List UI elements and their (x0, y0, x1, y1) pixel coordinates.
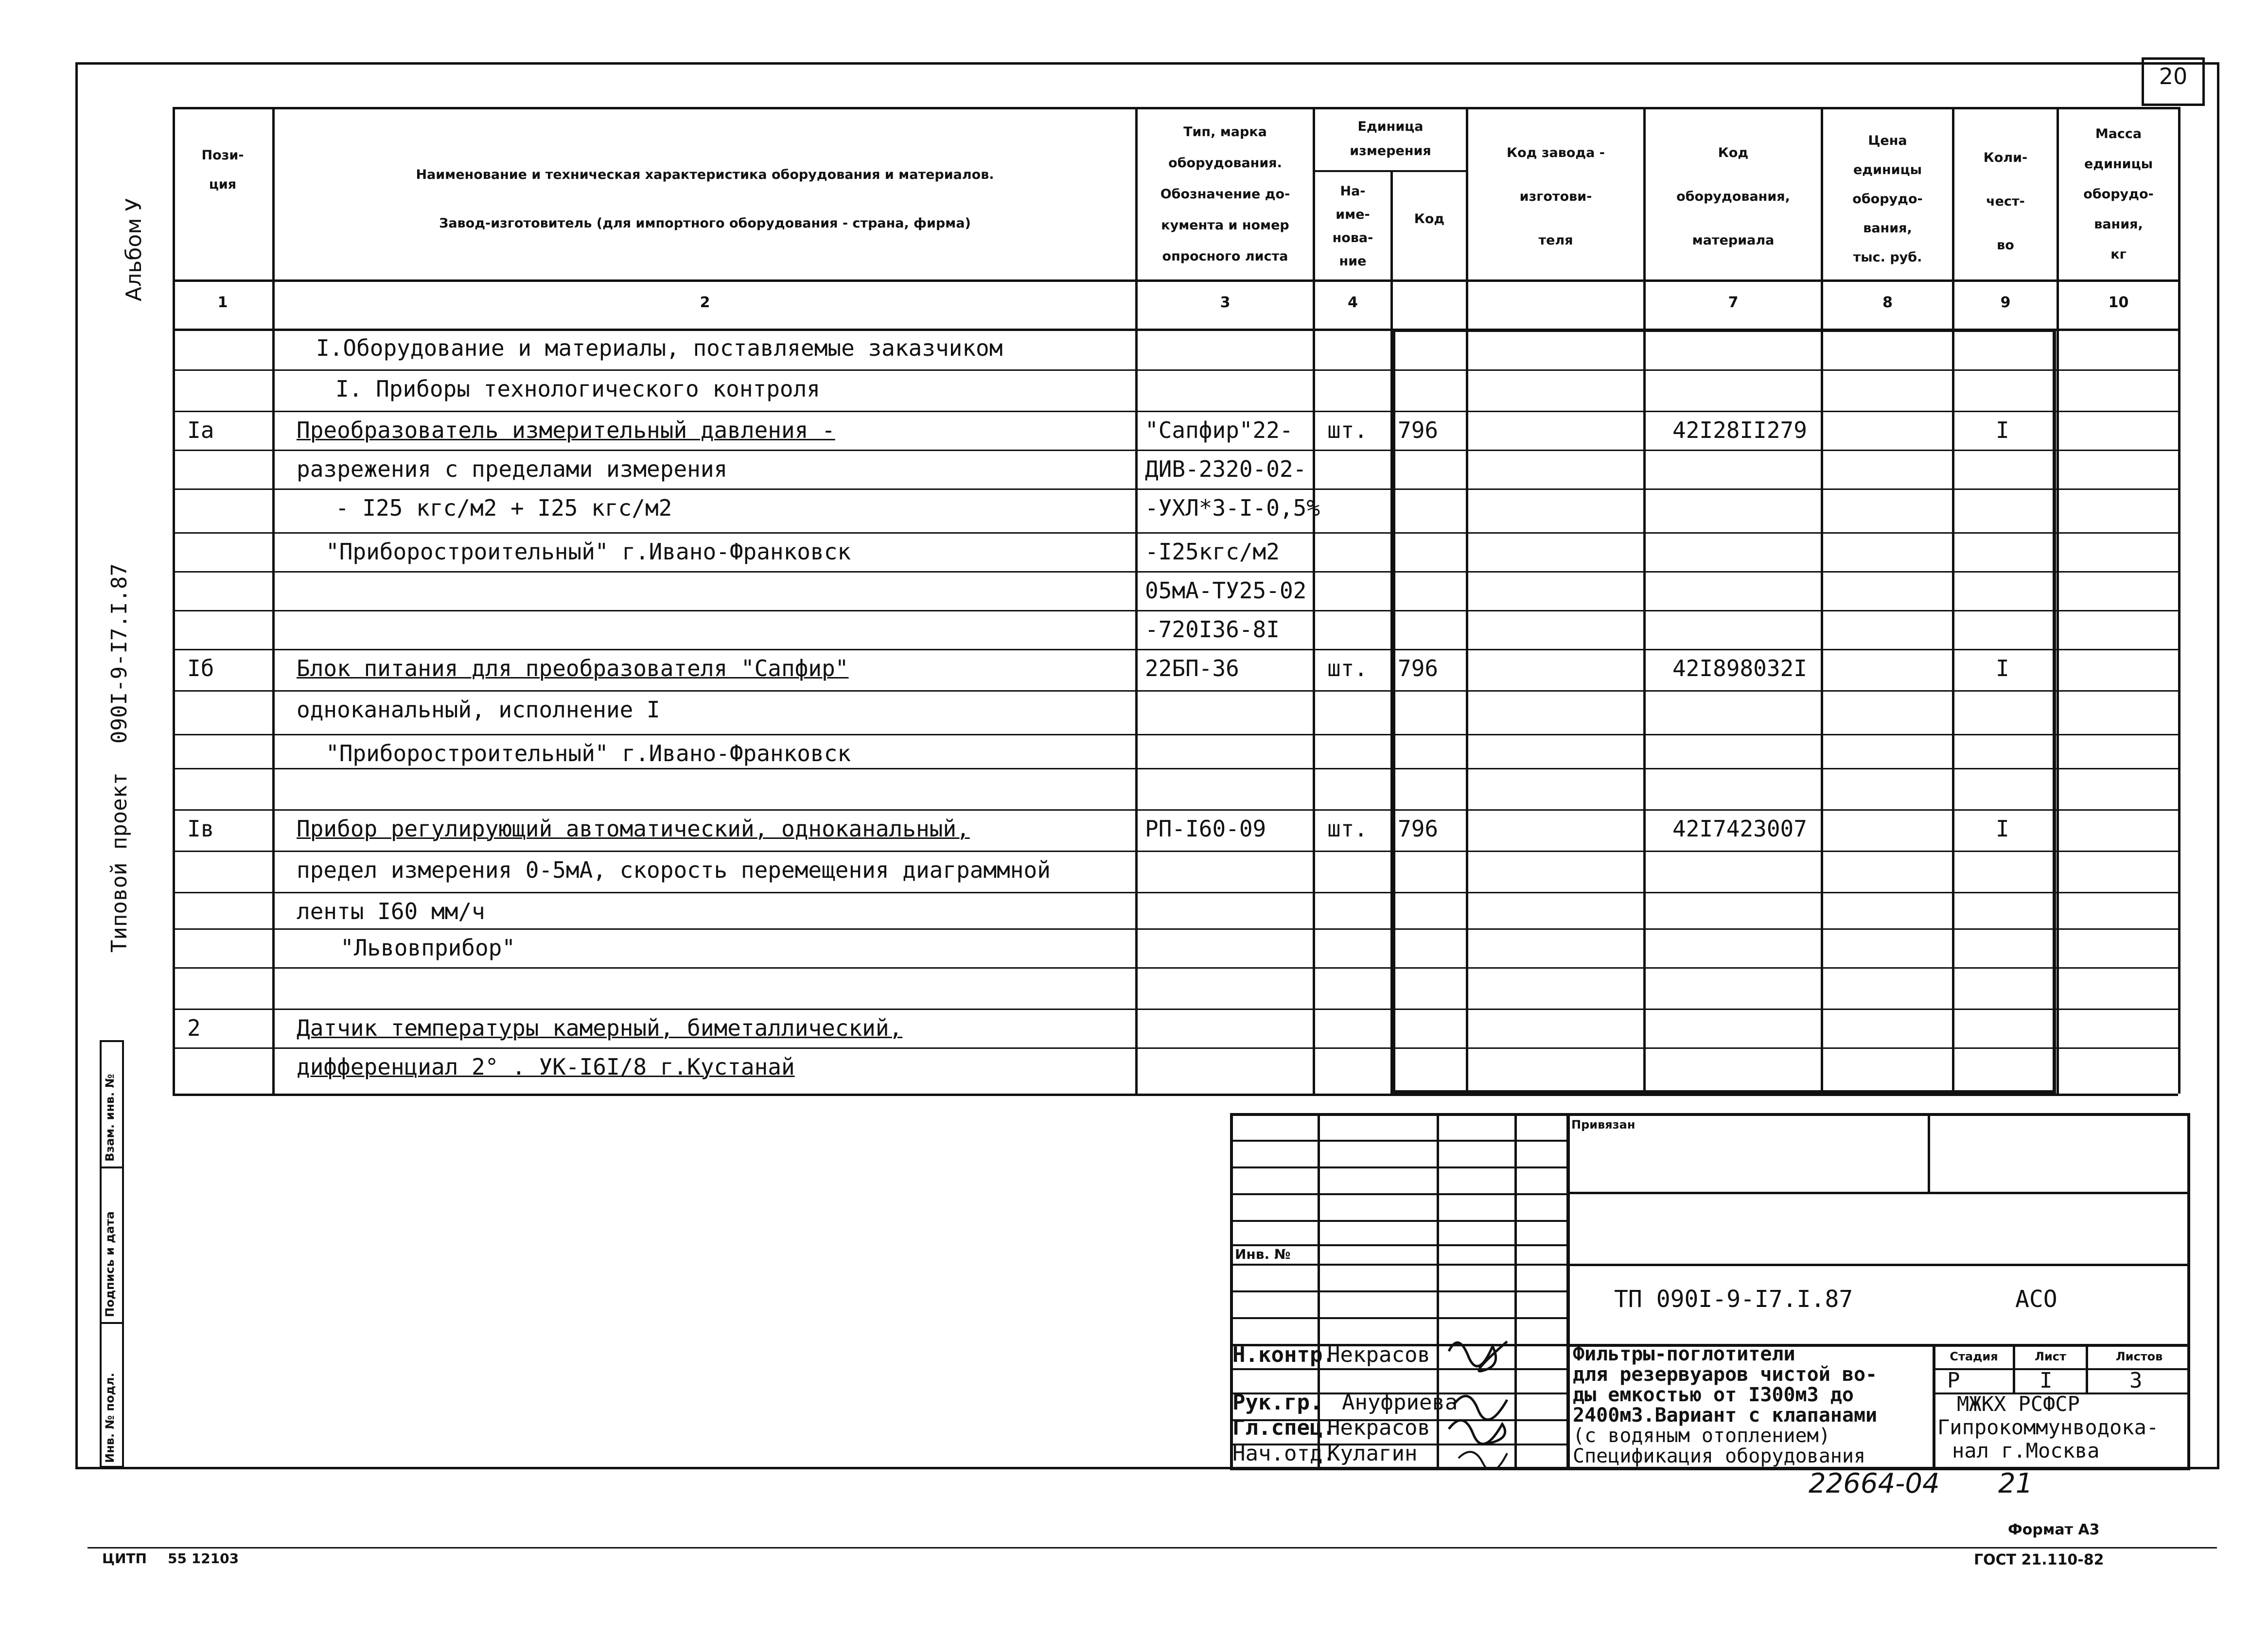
role-n-kontr: Н.контр. (1232, 1342, 1336, 1367)
cell-name: ленты I60 мм/ч (297, 898, 485, 924)
header-mass: Масса единицы оборудо- вания, кг (2083, 126, 2154, 262)
cell-type: ДИВ-2320-02- (1145, 456, 1307, 482)
grid-line (1230, 1290, 1566, 1292)
cell-unit: шт. (1327, 655, 1368, 681)
row-line (173, 1009, 2178, 1010)
colnum-bottom-line (173, 329, 2178, 331)
row-line (173, 411, 2178, 412)
side-stamp-divider (100, 1322, 124, 1324)
footer-cintp: ЦИТП (102, 1550, 147, 1566)
row-line (173, 649, 2178, 650)
header-unit-name: На- име- нова- ние (1332, 184, 1373, 269)
header-position: Пози- ция (201, 148, 244, 192)
col-line (2178, 107, 2180, 1094)
cell-equipment-code: 42I898032I (1672, 655, 1807, 681)
colnum-9: 9 (2000, 294, 2011, 311)
row-line (173, 571, 2178, 573)
grid-line (1230, 1317, 1566, 1319)
table-bottom-line (173, 1094, 2178, 1096)
role-ruk-gr: Рук.гр. (1232, 1390, 1323, 1415)
cell-position: 2 (187, 1015, 201, 1041)
row-line (173, 967, 2178, 969)
project-label: Типовой проект (107, 772, 132, 953)
cell-position: Iв (187, 816, 214, 842)
cell-name: "Приборостроительный" г.Ивано-Франковск (326, 539, 851, 565)
header-manufacturer-code: Код завода - изготови- теля (1507, 145, 1605, 248)
cell-name: "Львовприбор" (340, 935, 516, 961)
cell-unit: шт. (1327, 417, 1368, 443)
row-line (173, 892, 2178, 893)
side-stamp-signature-date: Подпись и дата (103, 1211, 117, 1317)
cell-unit-code: 796 (1398, 816, 1439, 842)
header-name: Наименование и техническая характеристика оборудования и материалов. Завод-изготовитель (для импортного оборудования - страна, фирма) (416, 167, 994, 231)
header-equipment-code: Код оборудования, материала (1676, 145, 1790, 248)
cell-equipment-code: 42I7423007 (1672, 816, 1807, 842)
cell-quantity: I (1996, 655, 2009, 681)
row-line (173, 369, 2178, 371)
cell-type: -720I36-8I (1145, 616, 1280, 643)
cell-name: разрежения с пределами измерения (297, 456, 728, 482)
sheets-value: 3 (2129, 1368, 2143, 1393)
thick-col-line (2053, 331, 2056, 1094)
grid-line (1933, 1368, 2190, 1370)
grid-line (1928, 1113, 1930, 1193)
privyazan-label: Привязан (1571, 1118, 1635, 1131)
stage-label: Стадия (1950, 1350, 1998, 1363)
row-line (173, 450, 2178, 451)
sheets-label: Листов (2115, 1350, 2163, 1363)
grid-line (1566, 1113, 1570, 1470)
grid-line (1230, 1166, 1566, 1168)
row-line (173, 928, 2178, 930)
cell-type: 05мА-ТУ25-02 (1145, 577, 1307, 604)
side-stamp-inv-podl: Инв. № подл. (103, 1373, 117, 1463)
sheet-number: 20 (2159, 63, 2188, 89)
row-line (173, 488, 2178, 490)
col-line (272, 107, 275, 1094)
cell-equipment-code: 42I28II279 (1672, 417, 1807, 443)
col-line (173, 107, 175, 1094)
project-code-vertical: 090I-9-I7.I.87 (107, 563, 132, 744)
name-1: Некрасов (1327, 1342, 1430, 1367)
header-unit-code: Код (1414, 211, 1445, 226)
cell-name: дифференциал 2° . УК-I6I/8 г.Кустанай (297, 1054, 795, 1080)
doc-code: ТП 090I-9-I7.I.87 (1614, 1286, 1853, 1313)
role-nach-otd: Нач.отд. (1232, 1441, 1336, 1466)
footer-cintp-code: 55 12103 (168, 1550, 239, 1566)
grid-line (1230, 1264, 1566, 1266)
side-stamp-vzam-inv: Взам. инв. № (103, 1074, 117, 1162)
grid-line (1566, 1192, 2190, 1194)
archive-number: 22664-04 (1809, 1468, 1940, 1499)
inv-no-label: Инв. № (1235, 1246, 1291, 1262)
side-stamp-divider (100, 1166, 124, 1168)
grid-line (1566, 1264, 2190, 1266)
organization: МЖКХ РСФСР Гипрокоммунводока- нал г.Москва (1937, 1392, 2159, 1462)
cell-name: Преобразователь измерительный давления - (297, 417, 835, 443)
colnum-10: 10 (2108, 294, 2129, 311)
cell-position: Iб (187, 655, 214, 681)
role-gl-spec: Гл.спец. (1232, 1415, 1336, 1440)
colnum-8: 8 (1882, 294, 1893, 311)
cell-position: Iа (187, 417, 214, 443)
cell-name: Прибор регулирующий автоматический, одноканальный, (297, 816, 970, 842)
grid-line (1230, 1220, 1566, 1222)
footer-line (88, 1547, 2217, 1549)
cell-quantity: I (1996, 417, 2009, 443)
sheet-value: I (2039, 1368, 2053, 1393)
sheet-label: Лист (2035, 1350, 2066, 1363)
cell-name: I.Оборудование и материалы, поставляемые заказчиком (316, 335, 1003, 361)
cell-type: "Сапфир"22- (1145, 417, 1293, 443)
signatures (1439, 1332, 1517, 1468)
album-label: Альбом У (122, 198, 146, 301)
header-quantity: Коли- чест- во (1983, 150, 2028, 253)
archive-sheet: 21 (1998, 1468, 2033, 1499)
footer-format: Формат A3 (2008, 1521, 2100, 1538)
cell-unit: шт. (1327, 816, 1368, 842)
cell-name: предел измерения 0-5мА, скорость перемещения диаграммной (297, 857, 1051, 883)
cell-type: РП-I60-09 (1145, 816, 1266, 842)
name-4: Кулагин (1327, 1441, 1418, 1466)
stage-value: Р (1947, 1368, 1960, 1393)
row-line (173, 851, 2178, 852)
row-line (173, 768, 2178, 769)
row-line (173, 690, 2178, 692)
row-line (173, 532, 2178, 534)
cell-unit-code: 796 (1398, 655, 1439, 681)
thick-row-line (1392, 1090, 2056, 1094)
grid-line (1230, 1140, 1566, 1142)
doc-mark: АСО (2015, 1286, 2057, 1313)
row-line (173, 734, 2178, 735)
name-2: Ануфриева (1342, 1390, 1458, 1415)
cell-name: Блок питания для преобразователя "Сапфир" (297, 655, 849, 681)
cell-type: 22БП-36 (1145, 655, 1239, 681)
colnum-4: 4 (1348, 294, 1358, 311)
cell-quantity: I (1996, 816, 2009, 842)
row-line (173, 1047, 2178, 1049)
cell-name: одноканальный, исполнение I (297, 696, 660, 723)
row-line (173, 809, 2178, 811)
colnum-1: 1 (217, 294, 228, 311)
header-top-line (173, 107, 2178, 109)
cell-name: "Приборостроительный" г.Ивано-Франковск (326, 740, 851, 766)
colnum-7: 7 (1728, 294, 1739, 311)
cell-name: Датчик температуры камерный, биметаллический, (297, 1015, 903, 1041)
unit-subheader-line (1313, 170, 1466, 172)
cell-type: -I25кгс/м2 (1145, 539, 1280, 565)
cell-type: -УХЛ*3-I-0,5% (1145, 495, 1320, 521)
footer-gost: ГОСТ 21.110-82 (1974, 1551, 2104, 1568)
header-bottom-line (173, 279, 2178, 282)
colnum-2: 2 (700, 294, 710, 311)
name-3: Некрасов (1327, 1415, 1430, 1440)
header-price: Цена единицы оборудо- вания, тыс. руб. (1852, 133, 1923, 265)
cell-name: I. Приборы технологического контроля (335, 376, 820, 402)
row-line (173, 610, 2178, 611)
thick-col-line (1392, 331, 1395, 1094)
cell-name: - I25 кгс/м2 + I25 кгс/м2 (335, 495, 672, 521)
colnum-3: 3 (1220, 294, 1231, 311)
cell-unit-code: 796 (1398, 417, 1439, 443)
document-title: Фильтры-поглотители для резервуаров чистой во- ды емкостью от I300м3 до 2400м3.Вариант с клапанами (с водяным отоплением) Спецификация оборудования (1573, 1343, 1878, 1467)
grid-line (1230, 1193, 1566, 1195)
header-unit-group: Единица измерения (1350, 119, 1431, 158)
header-type: Тип, марка оборудования. Обозначение до- кумента и номер опросного листа (1160, 124, 1290, 264)
